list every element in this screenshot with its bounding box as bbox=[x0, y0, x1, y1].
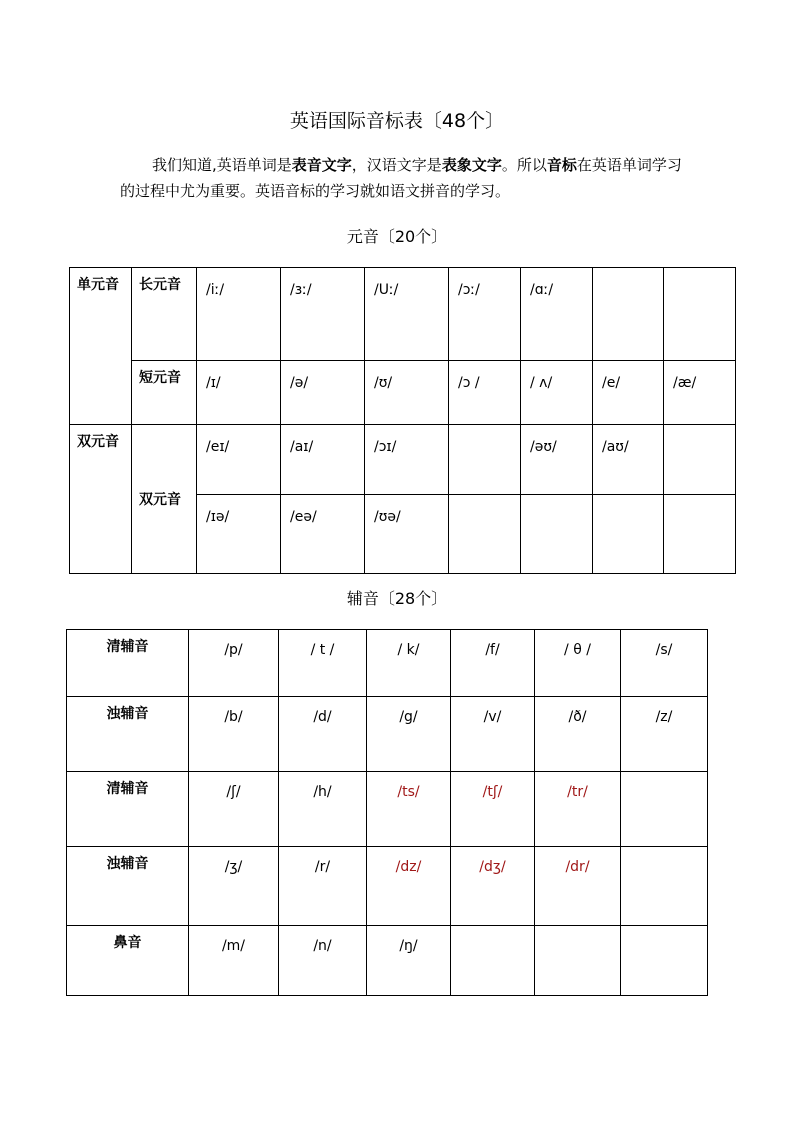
vowel-cell bbox=[664, 495, 736, 574]
vowel-cell: /eə/ bbox=[281, 495, 365, 574]
vowel-cell: /ɔː/ bbox=[449, 268, 521, 361]
consonant-table bbox=[66, 629, 708, 996]
diphthong-sub-label: 双元音 bbox=[132, 425, 197, 574]
consonant-row bbox=[67, 630, 708, 697]
consonant-row-label: 浊辅音 bbox=[67, 847, 189, 926]
consonant-row bbox=[67, 772, 708, 847]
diphthong-label: 双元音 bbox=[70, 425, 132, 574]
consonant-cell: /ts/ bbox=[367, 772, 451, 847]
vowel-cell bbox=[521, 495, 593, 574]
vowel-cell: /ə/ bbox=[281, 361, 365, 425]
vowel-cell: /əʊ/ bbox=[521, 425, 593, 495]
consonant-cell: /tr/ bbox=[535, 772, 621, 847]
vowel-cell bbox=[593, 495, 664, 574]
vowel-cell: /aʊ/ bbox=[593, 425, 664, 495]
vowel-cell bbox=[449, 425, 521, 495]
intro-bold-3: 音标 bbox=[546, 156, 577, 174]
long-vowel-label: 长元音 bbox=[132, 268, 197, 361]
consonant-cell bbox=[621, 847, 708, 926]
vowel-cell: /ɔɪ/ bbox=[365, 425, 449, 495]
vowel-cell: /ʊ/ bbox=[365, 361, 449, 425]
consonant-row-label: 清辅音 bbox=[67, 772, 189, 847]
page-title: 英语国际音标表〔48个〕 bbox=[289, 110, 505, 132]
consonant-cell: /m/ bbox=[189, 926, 279, 996]
vowel-cell: /ɪə/ bbox=[197, 495, 281, 574]
vowel-row-diph1 bbox=[70, 425, 736, 495]
consonant-row-label: 清辅音 bbox=[67, 630, 189, 697]
consonant-cell: /n/ bbox=[279, 926, 367, 996]
consonant-cell: / k/ bbox=[367, 630, 451, 697]
intro-text-1: 我们知道,英语单词是 bbox=[152, 156, 292, 174]
monophthong-label: 单元音 bbox=[70, 268, 132, 425]
vowel-cell: /Uː/ bbox=[365, 268, 449, 361]
consonant-cell: /ŋ/ bbox=[367, 926, 451, 996]
intro-text-2: ，汉语文字是 bbox=[351, 156, 442, 174]
vowel-heading: 元音〔20个〕 bbox=[346, 227, 448, 246]
vowel-cell: /aɪ/ bbox=[281, 425, 365, 495]
consonant-cell: /p/ bbox=[189, 630, 279, 697]
consonant-cell: /dʒ/ bbox=[451, 847, 535, 926]
consonant-cell: /d/ bbox=[279, 697, 367, 772]
consonant-cell: /v/ bbox=[451, 697, 535, 772]
consonant-cell: /dz/ bbox=[367, 847, 451, 926]
vowel-cell: /ʊə/ bbox=[365, 495, 449, 574]
consonant-row-label: 鼻音 bbox=[67, 926, 189, 996]
vowel-cell: /eɪ/ bbox=[197, 425, 281, 495]
consonant-heading: 辅音〔28个〕 bbox=[346, 589, 448, 608]
vowel-cell-empty bbox=[593, 268, 664, 361]
consonant-row-label: 浊辅音 bbox=[67, 697, 189, 772]
consonant-cell: /g/ bbox=[367, 697, 451, 772]
consonant-cell: /ð/ bbox=[535, 697, 621, 772]
consonant-cell: / t / bbox=[279, 630, 367, 697]
vowel-table bbox=[69, 267, 736, 574]
vowel-cell: /e/ bbox=[593, 361, 664, 425]
vowel-row-short bbox=[70, 361, 736, 425]
consonant-cell: /s/ bbox=[621, 630, 708, 697]
vowel-cell: /ɑː/ bbox=[521, 268, 593, 361]
vowel-cell bbox=[664, 425, 736, 495]
vowel-row-long bbox=[70, 268, 736, 361]
vowel-cell: /iː/ bbox=[197, 268, 281, 361]
consonant-row bbox=[67, 926, 708, 996]
vowel-cell: /ɪ/ bbox=[197, 361, 281, 425]
intro-paragraph bbox=[120, 152, 690, 204]
intro-text-4: 在英语单词学习的过程中尤为重要。英语音标的学习就如语文拼音的学习。 bbox=[120, 156, 682, 200]
consonant-cell bbox=[535, 926, 621, 996]
consonant-cell: /b/ bbox=[189, 697, 279, 772]
short-vowel-label: 短元音 bbox=[132, 361, 197, 425]
consonant-cell: / θ / bbox=[535, 630, 621, 697]
consonant-cell: /z/ bbox=[621, 697, 708, 772]
vowel-cell: /æ/ bbox=[664, 361, 736, 425]
vowel-cell: /ɔ / bbox=[449, 361, 521, 425]
vowel-cell: /ɜː/ bbox=[281, 268, 365, 361]
consonant-cell: /h/ bbox=[279, 772, 367, 847]
consonant-cell: /ʃ/ bbox=[189, 772, 279, 847]
consonant-cell: /dr/ bbox=[535, 847, 621, 926]
consonant-row bbox=[67, 697, 708, 772]
vowel-cell-empty bbox=[664, 268, 736, 361]
consonant-cell: /tʃ/ bbox=[451, 772, 535, 847]
consonant-cell: /ʒ/ bbox=[189, 847, 279, 926]
vowel-cell: / ʌ/ bbox=[521, 361, 593, 425]
intro-bold-1: 表音文字 bbox=[291, 156, 352, 174]
consonant-cell bbox=[621, 926, 708, 996]
consonant-row bbox=[67, 847, 708, 926]
intro-text-3: 。所以 bbox=[501, 156, 547, 174]
consonant-cell bbox=[451, 926, 535, 996]
vowel-cell bbox=[449, 495, 521, 574]
consonant-cell: /r/ bbox=[279, 847, 367, 926]
consonant-cell: /f/ bbox=[451, 630, 535, 697]
consonant-cell bbox=[621, 772, 708, 847]
intro-bold-2: 表象文字 bbox=[441, 156, 502, 174]
